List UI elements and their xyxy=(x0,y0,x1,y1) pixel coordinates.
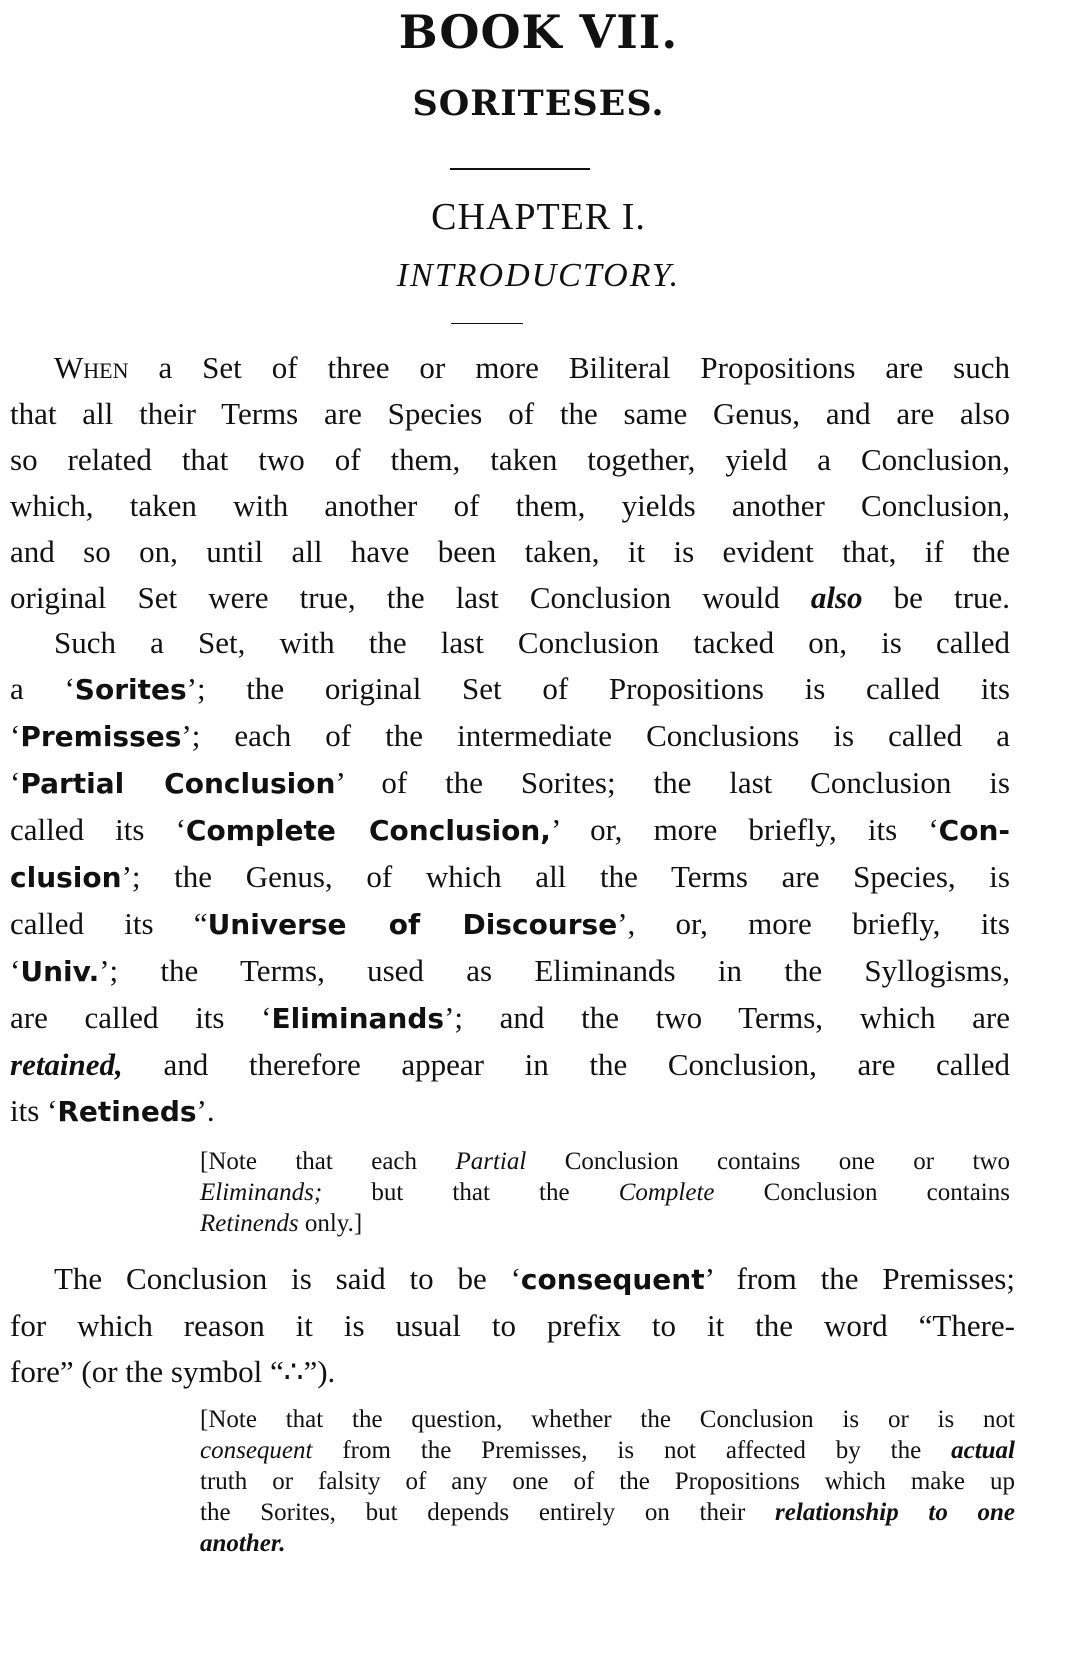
term-premisses: Premisses xyxy=(20,720,182,753)
paragraph-line xyxy=(10,1042,1010,1088)
chapter-title: CHAPTER I. xyxy=(431,196,646,238)
term-consequent: consequent xyxy=(520,1263,705,1296)
note-line xyxy=(200,1208,1010,1239)
paragraph-line: so related that two of them, taken together, yield a Conclusion, xyxy=(10,442,1010,477)
line-text: called its “ xyxy=(10,906,208,941)
line-text: and therefore appear in the Conclusion, are called xyxy=(122,1047,1010,1082)
note-line xyxy=(200,1497,1015,1528)
line-text: ’; the Genus, of which all the Terms are Species, is xyxy=(121,859,1010,894)
emphasis-text: relationship to one xyxy=(775,1499,1015,1526)
emphasis-text: actual xyxy=(951,1437,1015,1464)
line-text: ‘ xyxy=(10,765,21,800)
paragraph-line xyxy=(10,948,1010,995)
paragraph-line: for which reason it is usual to prefix to it the word “There- xyxy=(10,1308,1015,1343)
book-subtitle: SORITESES. xyxy=(412,83,665,124)
paragraph-line: that all their Terms are Species of the same Genus, and are also xyxy=(10,396,1010,431)
line-text: ‘ xyxy=(10,718,21,753)
note-line: truth or falsity of any one of the Propositions which make up xyxy=(200,1468,1015,1495)
line-text: are called its ‘ xyxy=(10,1000,272,1035)
line-text: Conclusion contains one or two xyxy=(526,1148,1010,1175)
paragraph-line: which, taken with another of them, yields another Conclusion, xyxy=(10,488,1010,523)
line-text: ’; the original Set of Propositions is called its xyxy=(186,671,1010,706)
line-text: the Sorites, but depends entirely on their xyxy=(200,1499,776,1526)
emphasis-text: Complete xyxy=(618,1179,715,1206)
line-text: [Note that each xyxy=(200,1148,456,1175)
title-divider xyxy=(450,168,590,170)
emphasis-text: consequent xyxy=(200,1437,313,1464)
line-text: ’ from the Premisses; xyxy=(704,1261,1015,1296)
emphasis-text: Partial xyxy=(455,1148,527,1175)
line-text: from the Premisses, is not affected by the xyxy=(312,1437,952,1464)
document-page xyxy=(10,0,1067,1655)
term-partial-conclusion: Partial Conclusion xyxy=(20,767,336,800)
paragraph-line xyxy=(10,901,1010,948)
paragraph-line xyxy=(10,666,1010,713)
paragraph-line: Such a Set, with the last Conclusion tacked on, is called xyxy=(54,625,1010,660)
line-text: original Set were true, the last Conclusion would xyxy=(10,580,811,615)
term-univ: Univ. xyxy=(20,955,100,988)
line-text: ‘ xyxy=(10,953,21,988)
chapter-subtitle: INTRODUCTORY. xyxy=(396,257,681,294)
line-text: be true. xyxy=(862,580,1010,615)
paragraph-line: fore” (or the symbol “∴”). xyxy=(10,1354,336,1389)
paragraph-line xyxy=(10,1256,1015,1303)
paragraph-terms xyxy=(10,620,1010,1135)
line-text: only.] xyxy=(298,1210,363,1237)
emphasis-text: retained, xyxy=(10,1047,123,1082)
line-text: a Set of three or more Biliteral Propositions are such xyxy=(128,350,1010,385)
paragraph-line xyxy=(10,995,1010,1042)
paragraph-line xyxy=(10,1088,1010,1135)
lead-word: When xyxy=(54,350,129,385)
book-title: BOOK VII. xyxy=(398,5,679,59)
note-partial-conclusion xyxy=(200,1146,1010,1239)
note-line xyxy=(200,1435,1015,1466)
line-text: a ‘ xyxy=(10,671,75,706)
line-text: ’; and the two Terms, which are xyxy=(444,1000,1010,1035)
paragraph-consequent xyxy=(10,1256,1015,1395)
paragraph-line: and so on, until all have been taken, it is evident that, if the xyxy=(10,534,1010,569)
paragraph-line xyxy=(10,575,1010,621)
line-text: ’. xyxy=(196,1093,215,1128)
line-text: The Conclusion is said to be ‘ xyxy=(54,1261,521,1296)
line-text: its ‘ xyxy=(10,1093,58,1128)
paragraph-line xyxy=(10,345,1010,391)
chapter-divider xyxy=(451,323,523,324)
note-line: [Note that the question, whether the Conclusion is or is not xyxy=(200,1406,1015,1433)
line-text: ’; the Terms, used as Eliminands in the Syllogisms, xyxy=(99,953,1010,988)
paragraph-line xyxy=(10,713,1010,760)
line-text: called its ‘ xyxy=(10,812,186,847)
term-eliminands: Eliminands xyxy=(271,1002,445,1035)
note-line xyxy=(200,1146,1010,1177)
paragraph-line xyxy=(10,807,1010,854)
term-conclusion: Con- xyxy=(938,814,1011,847)
emphasis-text: Eliminands; xyxy=(200,1179,323,1206)
line-text: ’; each of the intermediate Conclusions is called a xyxy=(181,718,1010,753)
note-consequent xyxy=(200,1404,1015,1559)
paragraph-definition xyxy=(10,345,1010,621)
term-retinends: Retineds xyxy=(57,1095,197,1128)
term-complete-conclusion: Complete Conclusion, xyxy=(185,814,551,847)
emphasis-text: also xyxy=(810,580,863,615)
line-text: ’ or, more briefly, its ‘ xyxy=(550,812,939,847)
line-text: ’, or, more briefly, its xyxy=(617,906,1010,941)
line-text: Conclusion contains xyxy=(714,1179,1010,1206)
emphasis-text: another. xyxy=(200,1530,286,1557)
term-sorites: Sorites xyxy=(74,673,187,706)
line-text: but that the xyxy=(322,1179,619,1206)
note-line xyxy=(200,1528,1015,1559)
term-conclusion: clusion xyxy=(10,861,122,894)
term-universe-of-discourse: Universe of Discourse xyxy=(207,908,618,941)
paragraph-line xyxy=(10,854,1010,901)
paragraph-line xyxy=(10,760,1010,807)
line-text: ’ of the Sorites; the last Conclusion is xyxy=(335,765,1010,800)
emphasis-text: Retinends xyxy=(200,1210,299,1237)
note-line xyxy=(200,1177,1010,1208)
